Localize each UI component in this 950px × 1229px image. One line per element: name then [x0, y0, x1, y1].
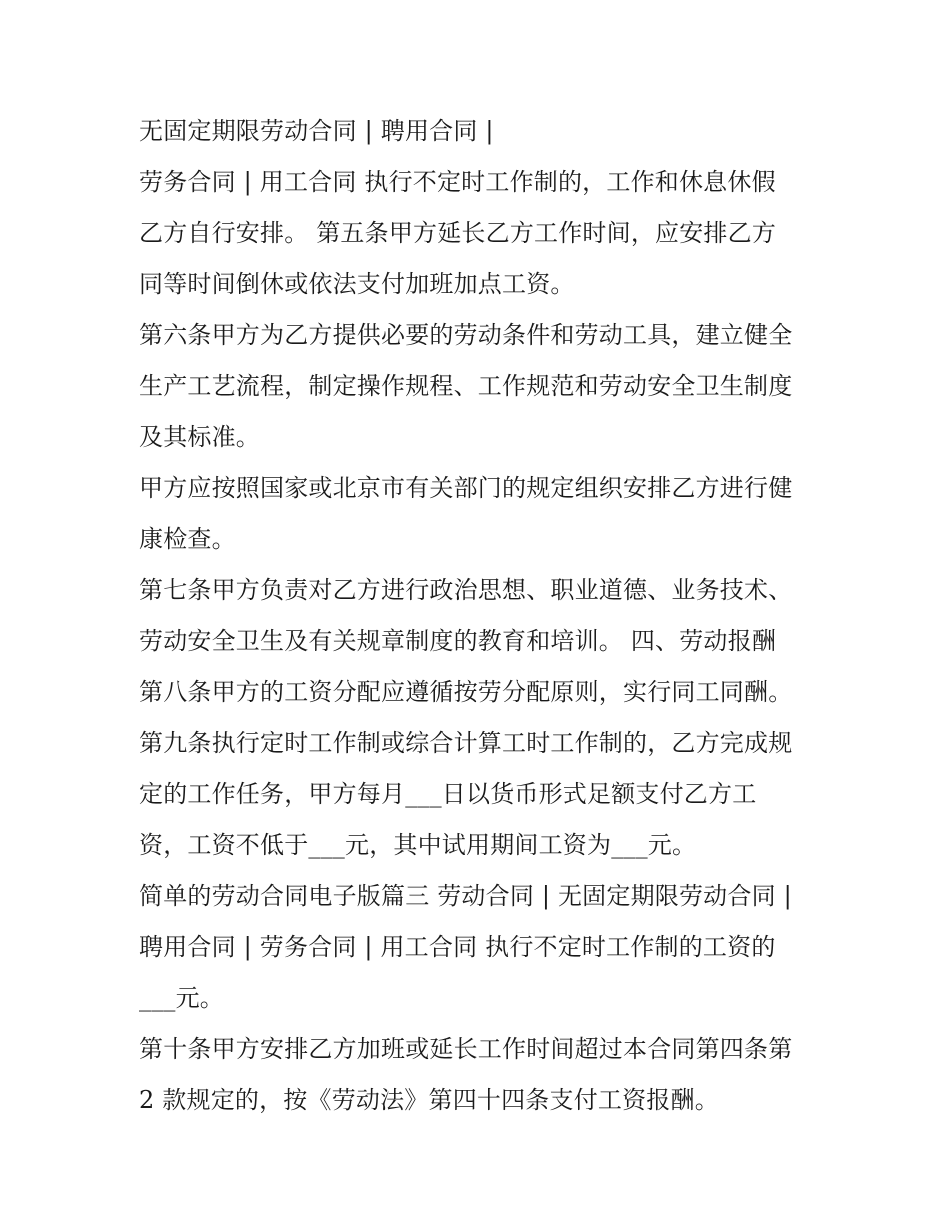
text-line: 康检查。 — [139, 525, 236, 553]
text-line: 劳务合同 | 用工合同 执行不定时工作制的，工作和休息休假 — [139, 168, 776, 196]
text-line: 资，工资不低于___元，其中试用期间工资为___元。 — [139, 831, 697, 859]
text-line: 无固定期限劳动合同 | 聘用合同 | — [139, 117, 494, 145]
text-line: 甲方应按照国家或北京市有关部门的规定组织安排乙方进行健 — [139, 474, 793, 502]
text-line: 第七条甲方负责对乙方进行政治思想、职业道德、业务技术、 — [139, 576, 793, 604]
text-line: 第八条甲方的工资分配应遵循按劳分配原则，实行同工同酬。 — [139, 678, 793, 706]
text-line: 第六条甲方为乙方提供必要的劳动条件和劳动工具，建立健全 — [139, 321, 793, 349]
text-line: 简单的劳动合同电子版篇三 劳动合同 | 无固定期限劳动合同 | — [139, 882, 792, 910]
document-body — [139, 106, 819, 1126]
text-line: 同等时间倒休或依法支付加班加点工资。 — [139, 270, 575, 298]
text-line: 聘用合同 | 劳务合同 | 用工合同 执行不定时工作制的工资的 — [139, 933, 776, 961]
text-line: 定的工作任务，甲方每月___日以货币形式足额支付乙方工 — [139, 780, 757, 808]
text-line: 劳动安全卫生及有关规章制度的教育和培训。 四、劳动报酬 — [139, 627, 777, 655]
text-line: 第十条甲方安排乙方加班或延长工作时间超过本合同第四条第 — [139, 1035, 793, 1063]
text-line: 第九条执行定时工作制或综合计算工时工作制的，乙方完成规 — [139, 729, 793, 757]
text-line: ___元。 — [139, 984, 224, 1012]
text-line: 乙方自行安排。 第五条甲方延长乙方工作时间，应安排乙方 — [139, 219, 777, 247]
text-line: 生产工艺流程，制定操作规程、工作规范和劳动安全卫生制度 — [139, 372, 793, 400]
text-line: 2 款规定的，按《劳动法》第四十四条支付工资报酬。 — [139, 1086, 719, 1114]
text-line: 及其标准。 — [139, 423, 260, 451]
